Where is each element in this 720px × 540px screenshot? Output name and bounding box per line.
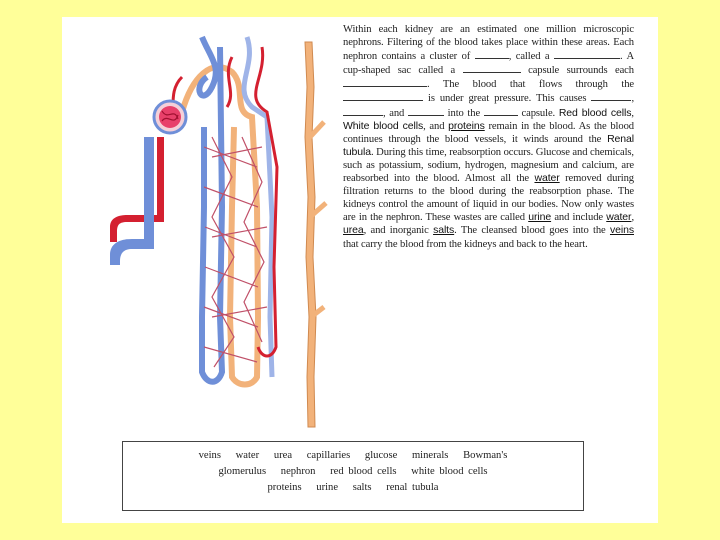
sentence-4: capsule surrounds each <box>528 65 634 77</box>
sentence-12: . During this time, reabsorption occurs. Glucose and chemicals, such as potassium, sodium, hydrogen, magnesium and calcium, are reabsorbed into the blood. Almost all the <box>343 146 634 185</box>
sentence-3: . A cup-shaped sac called a <box>343 51 634 77</box>
blank-2[interactable] <box>554 49 620 59</box>
answer-salts: salts <box>433 224 455 237</box>
answer-urea: urea <box>343 224 364 237</box>
sentence-18: that carry the blood from the kidneys and back to the heart. <box>343 238 588 250</box>
instruction-paragraph: Within each kidney are an estimated one million microscopic nephrons. Filtering of the blood takes place within these areas. Each nephron contains a cluster of , called a . A cup-shaped sac called a capsule surrounds each . The blood that flows through the is under great pressure. This causes , , and into the capsule. Red blood cells, White blood cells, and proteins remain in the blood. As the blood continues through the blood vessels, it winds around the Renal tubula. During this time, reabsorption occurs. Glucose and chemicals, such as potassium, sodium, hydrogen, magnesium and calcium, are reabsorbed into the blood. Almost all the water removed during filtration returns to the blood during the reabsorption phase. The kidneys control the amount of liquid in our bodies. Now only wastes are in the nephron. These wastes are called urine and include water, urea, and inorganic salts. The cleansed blood goes into the veins that carry the blood from the kidneys and back to the heart. <box>343 24 634 250</box>
word-bank-term: red blood cells <box>330 466 397 477</box>
word-bank-term: water <box>235 450 260 461</box>
blank-8[interactable] <box>408 106 444 116</box>
answer-white-blood-cells: White blood cells <box>343 119 424 132</box>
answer-proteins: proteins <box>448 119 485 132</box>
word-bank-term: glomerulus <box>218 466 267 477</box>
word-bank-term: renal tubula <box>386 482 439 493</box>
blank-9[interactable] <box>484 106 518 116</box>
word-bank-term: Bowman's <box>463 450 508 461</box>
glomerulus <box>154 101 186 133</box>
word-bank-row-2 <box>123 466 583 477</box>
sentence-17: . The cleansed blood goes into the <box>454 225 606 237</box>
sentence-14: and include <box>554 212 604 224</box>
word-bank-term: salts <box>352 482 372 493</box>
answer-water-2: water <box>606 211 632 224</box>
sentence-5: . The blood that flows through the <box>427 79 634 91</box>
word-bank-term: white blood cells <box>411 466 488 477</box>
sentence-16: , and inorganic <box>363 225 429 237</box>
sentence-6: is under great pressure. This causes <box>428 93 587 105</box>
answer-veins: veins <box>609 224 634 237</box>
blank-1[interactable] <box>475 49 509 59</box>
blank-5[interactable] <box>343 91 423 101</box>
blank-4[interactable] <box>343 77 427 87</box>
sentence-9: into the <box>447 107 481 119</box>
blank-3[interactable] <box>463 63 521 73</box>
word-bank-term: nephron <box>280 466 316 477</box>
sentence-11: remain in the blood. As the blood continues through the blood vessels, it winds around the <box>343 120 634 145</box>
sentence-8: , and <box>383 107 405 119</box>
word-bank-term: urine <box>316 482 339 493</box>
answer-water: water <box>534 172 560 185</box>
vein-vessel <box>199 37 222 382</box>
sentence-10: capsule. <box>521 107 556 119</box>
answer-red-blood-cells: Red blood cells <box>558 106 632 119</box>
word-bank-term: minerals <box>411 450 449 461</box>
renal-vein <box>110 137 154 265</box>
sentence-7: , <box>631 93 634 105</box>
and-word: and <box>429 120 445 132</box>
sentence-1: Within each kidney are an estimated one million microscopic nephrons. Filtering of the blood takes place within these areas. Each nephron contains a cluster of <box>343 24 634 63</box>
word-bank-term: proteins <box>267 482 302 493</box>
answer-urine: urine <box>528 211 552 224</box>
answer-renal-tubula: Renal tubula <box>343 132 634 158</box>
blank-7[interactable] <box>343 106 383 116</box>
word-bank-term: glucose <box>364 450 398 461</box>
word-bank-term: capillaries <box>306 450 351 461</box>
sentence-13: removed during filtration returns to the blood during the reabsorption phase. The kidneys control the amount of liquid in our bodies. Now only wastes are in the nephron. These wastes are called <box>343 173 634 224</box>
worksheet <box>62 17 658 523</box>
sentence-15: , <box>631 212 634 224</box>
word-bank <box>122 441 584 511</box>
blank-6[interactable] <box>591 91 631 101</box>
word-bank-row-3 <box>123 482 583 493</box>
collecting-duct <box>305 42 316 427</box>
renal-artery <box>110 137 164 242</box>
word-bank-term: veins <box>198 450 221 461</box>
word-bank-term: urea <box>273 450 293 461</box>
word-bank-row-1 <box>123 450 583 461</box>
sentence-2: , called a <box>508 51 550 63</box>
